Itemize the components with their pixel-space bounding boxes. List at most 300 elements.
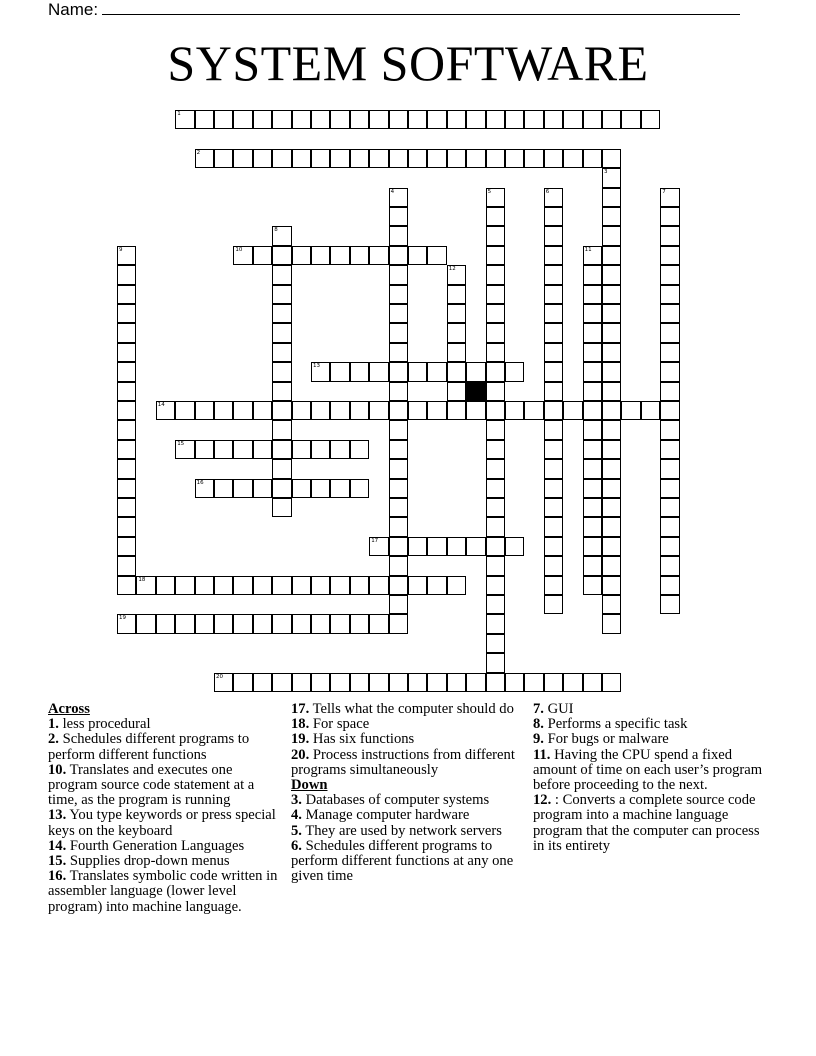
grid-cell[interactable] <box>369 614 388 633</box>
grid-cell[interactable] <box>427 537 446 556</box>
grid-cell[interactable] <box>292 673 311 692</box>
grid-cell[interactable] <box>117 479 136 498</box>
grid-cell[interactable] <box>175 614 194 633</box>
grid-cell[interactable] <box>505 673 524 692</box>
grid-cell[interactable] <box>272 110 291 129</box>
grid-cell[interactable] <box>602 168 621 187</box>
grid-cell[interactable] <box>583 498 602 517</box>
grid-cell[interactable] <box>660 226 679 245</box>
grid-cell[interactable] <box>117 420 136 439</box>
grid-cell[interactable] <box>195 614 214 633</box>
grid-cell[interactable] <box>660 420 679 439</box>
grid-cell[interactable] <box>602 304 621 323</box>
grid-cell[interactable] <box>330 440 349 459</box>
grid-cell[interactable] <box>602 401 621 420</box>
grid-cell[interactable] <box>544 188 563 207</box>
grid-cell[interactable] <box>272 362 291 381</box>
grid-cell[interactable] <box>330 110 349 129</box>
grid-cell[interactable] <box>563 110 582 129</box>
grid-cell[interactable] <box>292 576 311 595</box>
grid-cell[interactable] <box>117 517 136 536</box>
grid-cell[interactable] <box>660 517 679 536</box>
grid-cell[interactable] <box>583 110 602 129</box>
grid-cell[interactable] <box>253 401 272 420</box>
grid-cell[interactable] <box>602 517 621 536</box>
grid-cell[interactable] <box>253 149 272 168</box>
grid-cell[interactable] <box>602 459 621 478</box>
grid-cell[interactable] <box>544 323 563 342</box>
grid-cell[interactable] <box>117 304 136 323</box>
grid-cell[interactable] <box>195 479 214 498</box>
grid-cell[interactable] <box>311 362 330 381</box>
grid-cell[interactable] <box>214 401 233 420</box>
grid-cell[interactable] <box>544 246 563 265</box>
grid-cell[interactable] <box>524 401 543 420</box>
grid-cell[interactable] <box>136 576 155 595</box>
grid-cell[interactable] <box>233 479 252 498</box>
grid-cell[interactable] <box>330 401 349 420</box>
grid-cell[interactable] <box>524 673 543 692</box>
grid-cell[interactable] <box>389 614 408 633</box>
grid-cell[interactable] <box>583 576 602 595</box>
grid-cell[interactable] <box>660 246 679 265</box>
grid-cell[interactable] <box>544 556 563 575</box>
grid-cell[interactable] <box>272 149 291 168</box>
grid-cell[interactable] <box>583 537 602 556</box>
grid-cell[interactable] <box>369 673 388 692</box>
grid-cell[interactable] <box>486 246 505 265</box>
grid-cell[interactable] <box>602 537 621 556</box>
grid-cell[interactable] <box>544 595 563 614</box>
grid-cell[interactable] <box>524 149 543 168</box>
grid-cell[interactable] <box>583 323 602 342</box>
grid-cell[interactable] <box>660 576 679 595</box>
grid-cell[interactable] <box>195 110 214 129</box>
grid-cell[interactable] <box>602 343 621 362</box>
grid-cell[interactable] <box>117 401 136 420</box>
grid-cell[interactable] <box>389 440 408 459</box>
grid-cell[interactable] <box>389 265 408 284</box>
grid-cell[interactable] <box>272 498 291 517</box>
grid-cell[interactable] <box>117 362 136 381</box>
grid-cell[interactable] <box>117 498 136 517</box>
grid-cell[interactable] <box>486 459 505 478</box>
grid-cell[interactable] <box>660 207 679 226</box>
grid-cell[interactable] <box>369 362 388 381</box>
grid-cell[interactable] <box>117 382 136 401</box>
grid-cell[interactable] <box>292 246 311 265</box>
grid-cell[interactable] <box>641 401 660 420</box>
grid-cell[interactable] <box>486 634 505 653</box>
grid-cell[interactable] <box>369 576 388 595</box>
grid-cell[interactable] <box>602 556 621 575</box>
grid-cell[interactable] <box>486 285 505 304</box>
grid-cell[interactable] <box>233 401 252 420</box>
grid-cell[interactable] <box>505 401 524 420</box>
grid-cell[interactable] <box>389 517 408 536</box>
grid-cell[interactable] <box>660 479 679 498</box>
grid-cell[interactable] <box>544 420 563 439</box>
grid-cell[interactable] <box>117 285 136 304</box>
grid-cell[interactable] <box>214 479 233 498</box>
grid-cell[interactable] <box>583 556 602 575</box>
grid-cell[interactable] <box>544 479 563 498</box>
grid-cell[interactable] <box>389 304 408 323</box>
grid-cell[interactable] <box>136 614 155 633</box>
grid-cell[interactable] <box>466 110 485 129</box>
grid-cell[interactable] <box>117 323 136 342</box>
grid-cell[interactable] <box>253 110 272 129</box>
grid-cell[interactable] <box>544 362 563 381</box>
grid-cell[interactable] <box>117 265 136 284</box>
grid-cell[interactable] <box>117 614 136 633</box>
grid-cell[interactable] <box>466 401 485 420</box>
grid-cell[interactable] <box>292 110 311 129</box>
grid-cell[interactable] <box>117 576 136 595</box>
grid-cell[interactable] <box>466 149 485 168</box>
grid-cell[interactable] <box>447 382 466 401</box>
grid-cell[interactable] <box>486 401 505 420</box>
grid-cell[interactable] <box>389 537 408 556</box>
grid-cell[interactable] <box>447 576 466 595</box>
grid-cell[interactable] <box>350 362 369 381</box>
grid-cell[interactable] <box>544 459 563 478</box>
grid-cell[interactable] <box>660 188 679 207</box>
grid-cell[interactable] <box>389 226 408 245</box>
grid-cell[interactable] <box>175 110 194 129</box>
grid-cell[interactable] <box>214 110 233 129</box>
grid-cell[interactable] <box>195 401 214 420</box>
grid-cell[interactable] <box>660 285 679 304</box>
grid-cell[interactable] <box>117 556 136 575</box>
grid-cell[interactable] <box>427 149 446 168</box>
grid-cell[interactable] <box>253 440 272 459</box>
grid-cell[interactable] <box>583 246 602 265</box>
grid-cell[interactable] <box>447 343 466 362</box>
grid-cell[interactable] <box>544 440 563 459</box>
grid-cell[interactable] <box>486 420 505 439</box>
grid-cell[interactable] <box>253 479 272 498</box>
grid-cell[interactable] <box>602 226 621 245</box>
grid-cell[interactable] <box>583 479 602 498</box>
grid-cell[interactable] <box>350 246 369 265</box>
grid-cell[interactable] <box>389 479 408 498</box>
grid-cell[interactable] <box>369 401 388 420</box>
grid-cell[interactable] <box>389 207 408 226</box>
grid-cell[interactable] <box>660 343 679 362</box>
grid-cell[interactable] <box>272 440 291 459</box>
grid-cell[interactable] <box>350 614 369 633</box>
grid-cell[interactable] <box>602 479 621 498</box>
grid-cell[interactable] <box>311 479 330 498</box>
grid-cell[interactable] <box>233 110 252 129</box>
grid-cell[interactable] <box>466 362 485 381</box>
grid-cell[interactable] <box>660 362 679 381</box>
grid-cell[interactable] <box>486 576 505 595</box>
grid-cell[interactable] <box>389 343 408 362</box>
grid-cell[interactable] <box>602 323 621 342</box>
grid-cell[interactable] <box>505 149 524 168</box>
grid-cell[interactable] <box>524 110 543 129</box>
grid-cell[interactable] <box>583 362 602 381</box>
grid-cell[interactable] <box>583 304 602 323</box>
grid-cell[interactable] <box>505 537 524 556</box>
grid-cell[interactable] <box>292 401 311 420</box>
grid-cell[interactable] <box>389 382 408 401</box>
grid-cell[interactable] <box>563 673 582 692</box>
grid-cell[interactable] <box>330 149 349 168</box>
grid-cell[interactable] <box>427 246 446 265</box>
grid-cell[interactable] <box>408 246 427 265</box>
grid-cell[interactable] <box>311 673 330 692</box>
grid-cell[interactable] <box>214 149 233 168</box>
grid-cell[interactable] <box>447 149 466 168</box>
grid-cell[interactable] <box>195 440 214 459</box>
grid-cell[interactable] <box>156 576 175 595</box>
grid-cell[interactable] <box>486 673 505 692</box>
grid-cell[interactable] <box>660 323 679 342</box>
grid-cell[interactable] <box>660 440 679 459</box>
grid-cell[interactable] <box>447 323 466 342</box>
grid-cell[interactable] <box>486 498 505 517</box>
grid-cell[interactable] <box>408 576 427 595</box>
grid-cell[interactable] <box>486 226 505 245</box>
grid-cell[interactable] <box>544 382 563 401</box>
grid-cell[interactable] <box>660 304 679 323</box>
grid-cell[interactable] <box>272 382 291 401</box>
grid-cell[interactable] <box>369 149 388 168</box>
grid-cell[interactable] <box>583 420 602 439</box>
grid-cell[interactable] <box>486 382 505 401</box>
grid-cell[interactable] <box>660 498 679 517</box>
grid-cell[interactable] <box>486 149 505 168</box>
grid-cell[interactable] <box>408 110 427 129</box>
grid-cell[interactable] <box>602 246 621 265</box>
grid-cell[interactable] <box>408 401 427 420</box>
grid-cell[interactable] <box>389 285 408 304</box>
grid-cell[interactable] <box>292 440 311 459</box>
grid-cell[interactable] <box>486 343 505 362</box>
grid-cell[interactable] <box>311 440 330 459</box>
grid-cell[interactable] <box>233 246 252 265</box>
grid-cell[interactable] <box>272 246 291 265</box>
grid-cell[interactable] <box>311 246 330 265</box>
grid-cell[interactable] <box>544 576 563 595</box>
grid-cell[interactable] <box>292 479 311 498</box>
grid-cell[interactable] <box>117 459 136 478</box>
grid-cell[interactable] <box>486 362 505 381</box>
grid-cell[interactable] <box>602 498 621 517</box>
grid-cell[interactable] <box>447 285 466 304</box>
grid-cell[interactable] <box>175 440 194 459</box>
grid-cell[interactable] <box>272 576 291 595</box>
grid-cell[interactable] <box>486 188 505 207</box>
grid-cell[interactable] <box>350 673 369 692</box>
grid-cell[interactable] <box>214 576 233 595</box>
grid-cell[interactable] <box>583 440 602 459</box>
grid-cell[interactable] <box>272 304 291 323</box>
grid-cell[interactable] <box>214 614 233 633</box>
grid-cell[interactable] <box>389 401 408 420</box>
grid-cell[interactable] <box>486 556 505 575</box>
grid-cell[interactable] <box>602 110 621 129</box>
grid-cell[interactable] <box>660 401 679 420</box>
grid-cell[interactable] <box>583 517 602 536</box>
grid-cell[interactable] <box>447 304 466 323</box>
grid-cell[interactable] <box>389 110 408 129</box>
grid-cell[interactable] <box>602 614 621 633</box>
grid-cell[interactable] <box>602 265 621 284</box>
grid-cell[interactable] <box>447 537 466 556</box>
grid-cell[interactable] <box>583 285 602 304</box>
grid-cell[interactable] <box>175 401 194 420</box>
grid-cell[interactable] <box>272 285 291 304</box>
grid-cell[interactable] <box>486 304 505 323</box>
grid-cell[interactable] <box>447 110 466 129</box>
grid-cell[interactable] <box>544 401 563 420</box>
grid-cell[interactable] <box>486 265 505 284</box>
grid-cell[interactable] <box>369 246 388 265</box>
grid-cell[interactable] <box>369 110 388 129</box>
grid-cell[interactable] <box>602 673 621 692</box>
grid-cell[interactable] <box>427 576 446 595</box>
grid-cell[interactable] <box>544 226 563 245</box>
grid-cell[interactable] <box>408 673 427 692</box>
grid-cell[interactable] <box>272 265 291 284</box>
grid-cell[interactable] <box>272 323 291 342</box>
grid-cell[interactable] <box>660 537 679 556</box>
grid-cell[interactable] <box>389 595 408 614</box>
grid-cell[interactable] <box>272 479 291 498</box>
grid-cell[interactable] <box>602 420 621 439</box>
grid-cell[interactable] <box>214 673 233 692</box>
grid-cell[interactable] <box>156 401 175 420</box>
grid-cell[interactable] <box>408 537 427 556</box>
grid-cell[interactable] <box>350 440 369 459</box>
grid-cell[interactable] <box>486 653 505 672</box>
grid-cell[interactable] <box>544 517 563 536</box>
grid-cell[interactable] <box>330 246 349 265</box>
grid-cell[interactable] <box>408 149 427 168</box>
grid-cell[interactable] <box>233 614 252 633</box>
grid-cell[interactable] <box>292 149 311 168</box>
grid-cell[interactable] <box>602 285 621 304</box>
grid-cell[interactable] <box>563 401 582 420</box>
grid-cell[interactable] <box>583 149 602 168</box>
grid-cell[interactable] <box>117 343 136 362</box>
grid-cell[interactable] <box>292 614 311 633</box>
grid-cell[interactable] <box>350 110 369 129</box>
grid-cell[interactable] <box>330 673 349 692</box>
grid-cell[interactable] <box>602 207 621 226</box>
grid-cell[interactable] <box>660 556 679 575</box>
grid-cell[interactable] <box>389 323 408 342</box>
grid-cell[interactable] <box>447 673 466 692</box>
grid-cell[interactable] <box>602 188 621 207</box>
grid-cell[interactable] <box>272 673 291 692</box>
grid-cell[interactable] <box>660 595 679 614</box>
grid-cell[interactable] <box>583 401 602 420</box>
grid-cell[interactable] <box>272 614 291 633</box>
grid-cell[interactable] <box>330 479 349 498</box>
grid-cell[interactable] <box>350 576 369 595</box>
grid-cell[interactable] <box>311 149 330 168</box>
grid-cell[interactable] <box>602 362 621 381</box>
grid-cell[interactable] <box>350 149 369 168</box>
grid-cell[interactable] <box>486 614 505 633</box>
grid-cell[interactable] <box>369 537 388 556</box>
grid-cell[interactable] <box>544 285 563 304</box>
grid-cell[interactable] <box>427 110 446 129</box>
grid-cell[interactable] <box>389 459 408 478</box>
grid-cell[interactable] <box>389 576 408 595</box>
grid-cell[interactable] <box>505 362 524 381</box>
grid-cell[interactable] <box>233 576 252 595</box>
grid-cell[interactable] <box>233 440 252 459</box>
grid-cell[interactable] <box>544 673 563 692</box>
grid-cell[interactable] <box>621 401 640 420</box>
grid-cell[interactable] <box>621 110 640 129</box>
grid-cell[interactable] <box>389 362 408 381</box>
grid-cell[interactable] <box>389 246 408 265</box>
grid-cell[interactable] <box>272 226 291 245</box>
grid-cell[interactable] <box>563 149 582 168</box>
grid-cell[interactable] <box>486 110 505 129</box>
grid-cell[interactable] <box>544 343 563 362</box>
grid-cell[interactable] <box>253 614 272 633</box>
grid-cell[interactable] <box>427 401 446 420</box>
grid-cell[interactable] <box>233 673 252 692</box>
grid-cell[interactable] <box>389 188 408 207</box>
grid-cell[interactable] <box>447 362 466 381</box>
grid-cell[interactable] <box>408 362 427 381</box>
grid-cell[interactable] <box>175 576 194 595</box>
grid-cell[interactable] <box>602 440 621 459</box>
grid-cell[interactable] <box>156 614 175 633</box>
grid-cell[interactable] <box>583 343 602 362</box>
grid-cell[interactable] <box>330 614 349 633</box>
grid-cell[interactable] <box>544 537 563 556</box>
grid-cell[interactable] <box>311 401 330 420</box>
grid-cell[interactable] <box>214 440 233 459</box>
grid-cell[interactable] <box>544 304 563 323</box>
grid-cell[interactable] <box>505 110 524 129</box>
grid-cell[interactable] <box>389 420 408 439</box>
grid-cell[interactable] <box>117 440 136 459</box>
grid-cell[interactable] <box>583 673 602 692</box>
grid-cell[interactable] <box>195 149 214 168</box>
grid-cell[interactable] <box>466 537 485 556</box>
grid-cell[interactable] <box>272 401 291 420</box>
grid-cell[interactable] <box>350 479 369 498</box>
grid-cell[interactable] <box>486 323 505 342</box>
grid-cell[interactable] <box>330 362 349 381</box>
grid-cell[interactable] <box>583 459 602 478</box>
grid-cell[interactable] <box>602 595 621 614</box>
grid-cell[interactable] <box>486 440 505 459</box>
grid-cell[interactable] <box>233 149 252 168</box>
grid-cell[interactable] <box>447 265 466 284</box>
grid-cell[interactable] <box>389 498 408 517</box>
grid-cell[interactable] <box>486 517 505 536</box>
grid-cell[interactable] <box>447 401 466 420</box>
grid-cell[interactable] <box>466 673 485 692</box>
grid-cell[interactable] <box>350 401 369 420</box>
grid-cell[interactable] <box>272 343 291 362</box>
grid-cell[interactable] <box>660 265 679 284</box>
grid-cell[interactable] <box>427 362 446 381</box>
grid-cell[interactable] <box>389 149 408 168</box>
